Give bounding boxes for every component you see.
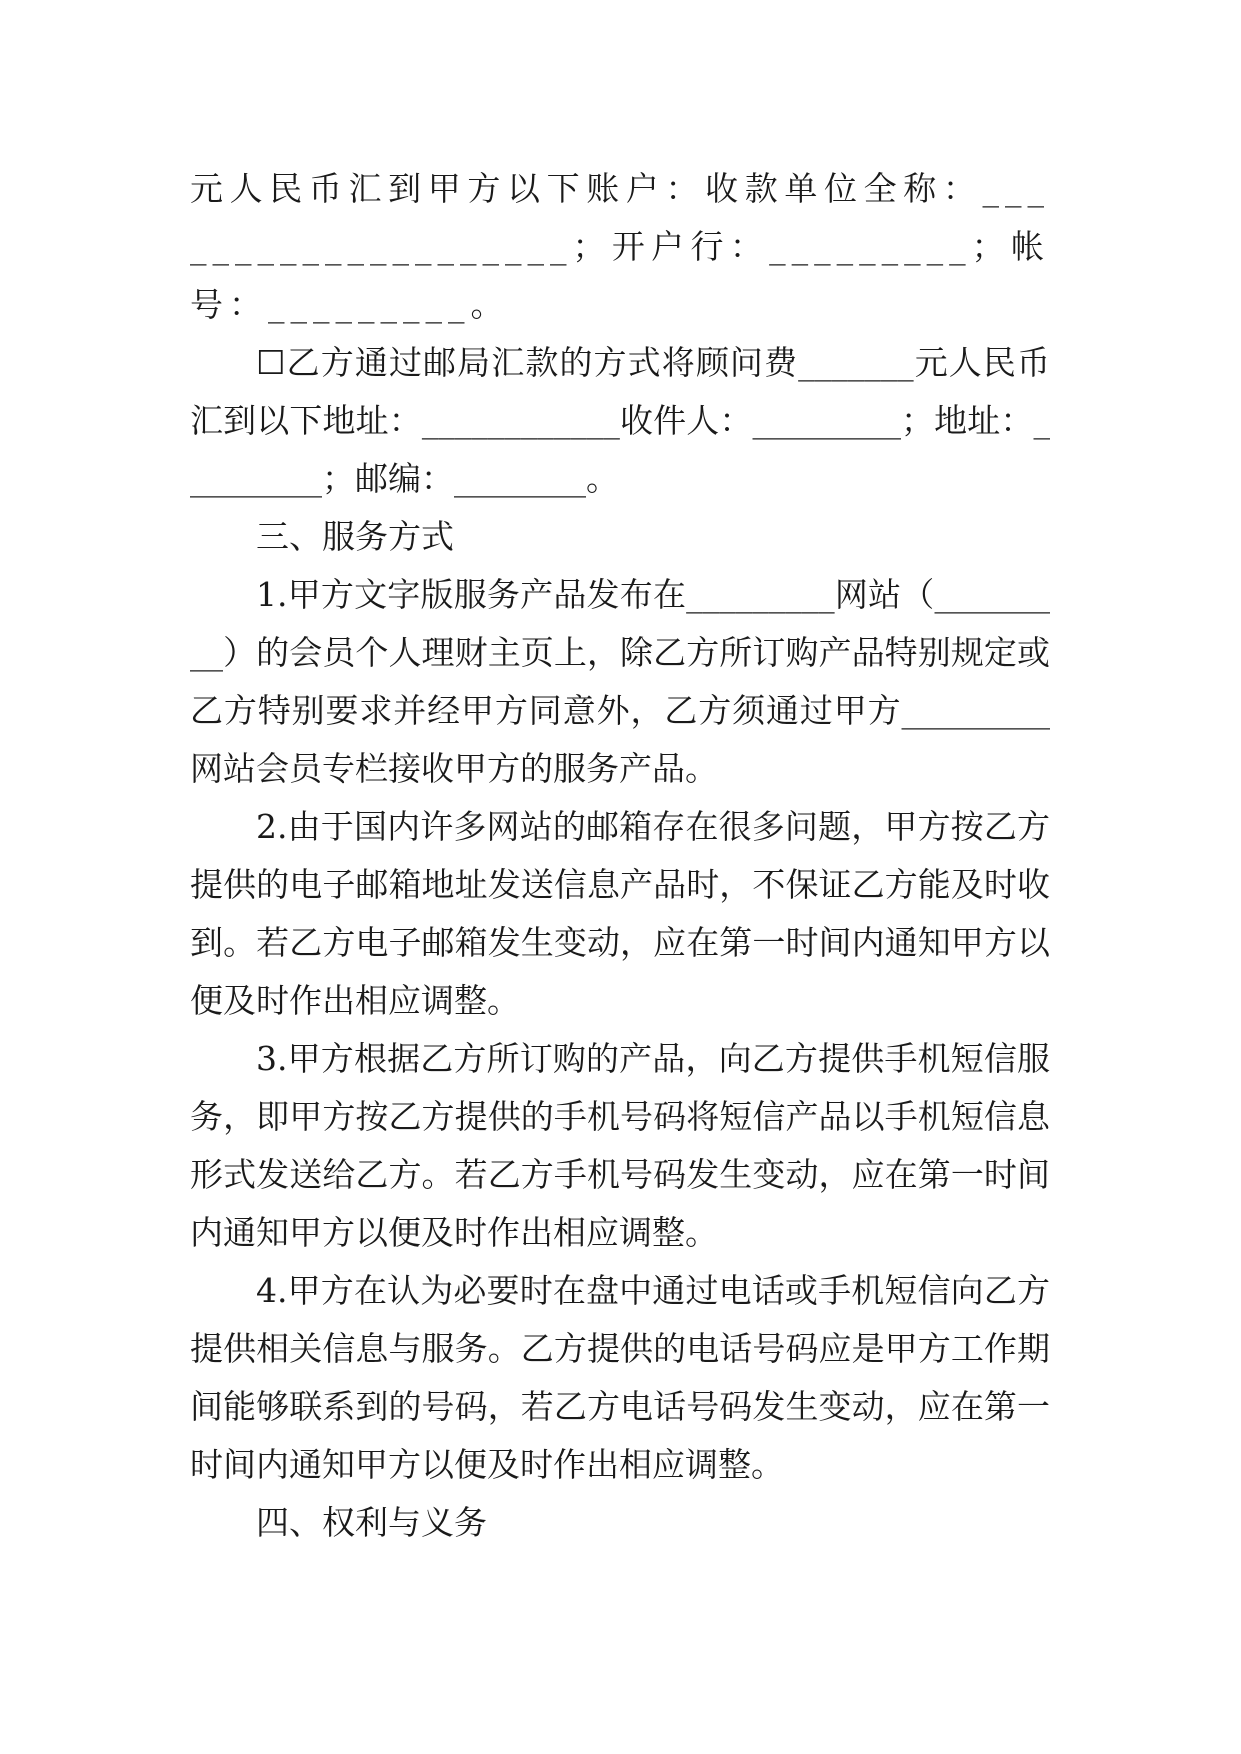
paragraph-service-3: 3.甲方根据乙方所订购的产品，向乙方提供手机短信服务，即甲方按乙方提供的手机号码将短信产品以手机短信息形式发送给乙方。若乙方手机号码发生变动，应在第一时间内通知甲方以便及时作出相应调整。 <box>190 1039 1050 1252</box>
paragraph-service-4: 4.甲方在认为必要时在盘中通过电话或手机短信向乙方提供相关信息与服务。乙方提供的电话号码应是甲方工作期间能够联系到的号码，若乙方电话号码发生变动，应在第一时间内通知甲方以便及时作出相应调整。 <box>190 1271 1050 1484</box>
paragraph-postal-remittance: ☐乙方通过邮局汇款的方式将顾问费_______元人民币汇到以下地址：____________收件人：_________；地址：_________；邮编：________。 <box>190 343 1050 498</box>
section-heading-service-method: 三、服务方式 <box>256 517 454 556</box>
paragraph-service-2: 2.由于国内许多网站的邮箱存在很多问题，甲方按乙方提供的电子邮箱地址发送信息产品时，不保证乙方能及时收到。若乙方电子邮箱发生变动，应在第一时间内通知甲方以便及时作出相应调整。 <box>190 807 1050 1020</box>
paragraph-service-1: 1.甲方文字版服务产品发布在_________网站（_________）的会员个人理财主页上，除乙方所订购产品特别规定或乙方特别要求并经甲方同意外，乙方须通过甲方_________网站会员专栏接收甲方的服务产品。 <box>190 575 1050 788</box>
document-body <box>190 160 1050 1552</box>
paragraph-account-transfer: 元人民币汇到甲方以下账户：收款单位全称：____________________；开户行：_________；帐号：_________。 <box>190 169 1050 324</box>
section-heading-rights-obligations: 四、权利与义务 <box>256 1503 487 1542</box>
